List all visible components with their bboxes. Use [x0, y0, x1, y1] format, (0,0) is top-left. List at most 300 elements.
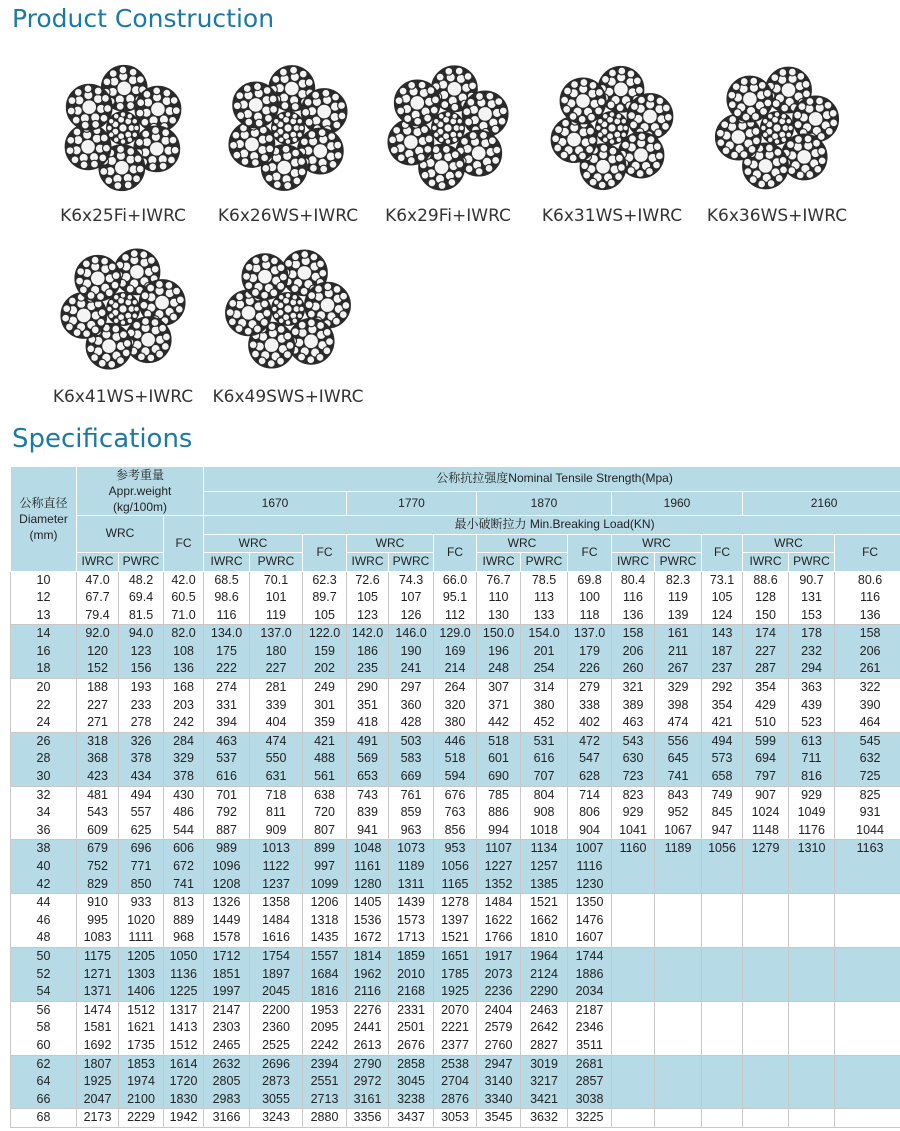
- value-cell: 464: [835, 714, 900, 732]
- value-cell: [789, 894, 835, 912]
- value-cell: 2696: [250, 1055, 303, 1073]
- value-cell: 187: [702, 643, 743, 661]
- diameter-cell: 40: [11, 858, 77, 876]
- value-cell: [655, 1001, 702, 1019]
- value-cell: 718: [250, 786, 303, 804]
- value-cell: 232: [789, 643, 835, 661]
- value-cell: 1557: [303, 947, 347, 965]
- value-cell: 128: [743, 589, 789, 607]
- diameter-cell: 14: [11, 625, 77, 643]
- value-cell: 2632: [204, 1055, 250, 1073]
- diameter-cell: 24: [11, 714, 77, 732]
- value-cell: 845: [702, 804, 743, 822]
- value-cell: 1439: [389, 894, 434, 912]
- value-cell: 242: [164, 714, 204, 732]
- value-cell: 616: [204, 768, 250, 786]
- value-cell: 123: [119, 643, 164, 661]
- value-cell: 2713: [303, 1091, 347, 1109]
- value-cell: 47.0: [77, 571, 119, 589]
- value-cell: 2116: [347, 983, 389, 1001]
- table-row: [11, 643, 900, 661]
- value-cell: 136: [612, 607, 655, 625]
- value-cell: 290: [347, 679, 389, 697]
- diameter-cell: 30: [11, 768, 77, 786]
- value-cell: 2377: [434, 1037, 477, 1055]
- value-cell: 3437: [389, 1109, 434, 1128]
- value-cell: 1830: [164, 1091, 204, 1109]
- value-cell: 2070: [434, 1001, 477, 1019]
- value-cell: [612, 966, 655, 984]
- value-cell: 113: [521, 589, 568, 607]
- table-row: [11, 804, 900, 822]
- value-cell: [835, 858, 900, 876]
- value-cell: 749: [702, 786, 743, 804]
- value-cell: 544: [164, 822, 204, 840]
- value-cell: 1744: [568, 947, 612, 965]
- diameter-cell: 64: [11, 1073, 77, 1091]
- value-cell: 1271: [77, 966, 119, 984]
- value-cell: [743, 858, 789, 876]
- value-cell: 154.0: [521, 625, 568, 643]
- value-cell: 1056: [434, 858, 477, 876]
- construction-label: K6x36WS+IWRC: [706, 206, 848, 226]
- value-cell: 42.0: [164, 571, 204, 589]
- value-cell: 70.1: [250, 571, 303, 589]
- wire-rope-cross-section-icon: [59, 64, 187, 192]
- value-cell: 899: [303, 840, 347, 858]
- value-cell: 2073: [477, 966, 521, 984]
- value-cell: 2465: [204, 1037, 250, 1055]
- value-cell: 363: [789, 679, 835, 697]
- construction-item: [692, 64, 862, 226]
- value-cell: 628: [568, 768, 612, 786]
- construction-label: K6x26WS+IWRC: [217, 206, 359, 226]
- value-cell: [612, 1019, 655, 1037]
- value-cell: 825: [835, 786, 900, 804]
- value-cell: 1067: [655, 822, 702, 840]
- value-cell: [743, 1091, 789, 1109]
- value-cell: 188: [77, 679, 119, 697]
- value-cell: 2551: [303, 1073, 347, 1091]
- value-cell: 307: [477, 679, 521, 697]
- value-cell: 494: [702, 732, 743, 750]
- value-cell: [655, 912, 702, 930]
- table-row: [11, 697, 900, 715]
- value-cell: 359: [303, 714, 347, 732]
- value-cell: 241: [389, 660, 434, 678]
- value-cell: 486: [164, 804, 204, 822]
- value-cell: 543: [77, 804, 119, 822]
- value-cell: 261: [835, 660, 900, 678]
- value-cell: 100: [568, 589, 612, 607]
- value-cell: 1024: [743, 804, 789, 822]
- value-cell: 887: [204, 822, 250, 840]
- table-row: [11, 1109, 900, 1128]
- value-cell: 941: [347, 822, 389, 840]
- value-cell: 968: [164, 929, 204, 947]
- construction-label: K6x25Fi+IWRC: [60, 206, 186, 226]
- value-cell: [743, 966, 789, 984]
- value-cell: 1621: [119, 1019, 164, 1037]
- diameter-cell: 62: [11, 1055, 77, 1073]
- value-cell: 1521: [434, 929, 477, 947]
- table-row: [11, 929, 900, 947]
- diameter-cell: 46: [11, 912, 77, 930]
- value-cell: 264: [434, 679, 477, 697]
- value-cell: 279: [568, 679, 612, 697]
- value-cell: 632: [835, 750, 900, 768]
- value-cell: 997: [303, 858, 347, 876]
- value-cell: [612, 1109, 655, 1128]
- value-cell: 658: [702, 768, 743, 786]
- value-cell: 158: [612, 625, 655, 643]
- value-cell: 2501: [389, 1019, 434, 1037]
- pwrc-header: PWRC: [389, 553, 434, 572]
- value-cell: 1310: [789, 840, 835, 858]
- value-cell: 193: [119, 679, 164, 697]
- value-cell: 931: [835, 804, 900, 822]
- diameter-cell: 56: [11, 1001, 77, 1019]
- value-cell: 545: [835, 732, 900, 750]
- value-cell: 1352: [477, 876, 521, 894]
- value-cell: 889: [164, 912, 204, 930]
- value-cell: 3340: [477, 1091, 521, 1109]
- value-cell: [655, 1055, 702, 1073]
- value-cell: 390: [835, 697, 900, 715]
- diameter-cell: 44: [11, 894, 77, 912]
- weight-fc-header: FC: [164, 516, 204, 572]
- value-cell: 995: [77, 912, 119, 930]
- tensile-strength-header: 公称抗拉强度Nominal Tensile Strength(Mpa): [204, 467, 900, 492]
- value-cell: [835, 1073, 900, 1091]
- value-cell: 463: [204, 732, 250, 750]
- value-cell: [835, 1037, 900, 1055]
- wire-rope-cross-section-icon: [384, 64, 512, 192]
- value-cell: 429: [743, 697, 789, 715]
- value-cell: 301: [303, 697, 347, 715]
- value-cell: 82.0: [164, 625, 204, 643]
- diameter-cell: 32: [11, 786, 77, 804]
- construction-label: K6x29Fi+IWRC: [385, 206, 511, 226]
- value-cell: 472: [568, 732, 612, 750]
- value-cell: 1476: [568, 912, 612, 930]
- iwrc-header: IWRC: [612, 553, 655, 572]
- value-cell: [612, 876, 655, 894]
- value-cell: 62.3: [303, 571, 347, 589]
- value-cell: 118: [568, 607, 612, 625]
- value-cell: 152: [77, 660, 119, 678]
- diameter-cell: 60: [11, 1037, 77, 1055]
- value-cell: 792: [204, 804, 250, 822]
- value-cell: 95.1: [434, 589, 477, 607]
- value-cell: [789, 912, 835, 930]
- value-cell: 1083: [77, 929, 119, 947]
- value-cell: 1385: [521, 876, 568, 894]
- weight-cn-label: 参考重量: [116, 468, 165, 482]
- value-cell: 110: [477, 589, 521, 607]
- value-cell: 543: [612, 732, 655, 750]
- value-cell: 1278: [434, 894, 477, 912]
- value-cell: 599: [743, 732, 789, 750]
- value-cell: 1205: [119, 947, 164, 965]
- value-cell: 79.4: [77, 607, 119, 625]
- value-cell: 158: [835, 625, 900, 643]
- value-cell: 1050: [164, 947, 204, 965]
- table-row: [11, 750, 900, 768]
- value-cell: [702, 858, 743, 876]
- value-cell: 3632: [521, 1109, 568, 1128]
- value-cell: 1056: [702, 840, 743, 858]
- value-cell: 797: [743, 768, 789, 786]
- value-cell: 235: [347, 660, 389, 678]
- wrc-header: WRC: [477, 534, 568, 553]
- value-cell: 1227: [477, 858, 521, 876]
- grade-1670-header: 1670: [204, 491, 347, 516]
- value-cell: 98.6: [204, 589, 250, 607]
- value-cell: 3243: [250, 1109, 303, 1128]
- value-cell: 67.7: [77, 589, 119, 607]
- value-cell: 314: [521, 679, 568, 697]
- value-cell: 206: [612, 643, 655, 661]
- value-cell: [835, 1001, 900, 1019]
- value-cell: 679: [77, 840, 119, 858]
- value-cell: 284: [164, 732, 204, 750]
- value-cell: [655, 1073, 702, 1091]
- value-cell: 1122: [250, 858, 303, 876]
- value-cell: 761: [389, 786, 434, 804]
- value-cell: 933: [119, 894, 164, 912]
- value-cell: 491: [347, 732, 389, 750]
- grade-2160-header: 2160: [743, 491, 900, 516]
- value-cell: 908: [521, 804, 568, 822]
- value-cell: 557: [119, 804, 164, 822]
- value-cell: 321: [612, 679, 655, 697]
- diameter-cell: 52: [11, 966, 77, 984]
- value-cell: 137.0: [568, 625, 612, 643]
- value-cell: 389: [612, 697, 655, 715]
- value-cell: 2857: [568, 1073, 612, 1091]
- value-cell: 638: [303, 786, 347, 804]
- value-cell: 3238: [389, 1091, 434, 1109]
- value-cell: 2972: [347, 1073, 389, 1091]
- value-cell: 1614: [164, 1055, 204, 1073]
- value-cell: 90.7: [789, 571, 835, 589]
- value-cell: 74.3: [389, 571, 434, 589]
- table-row: [11, 947, 900, 965]
- diameter-cell: 58: [11, 1019, 77, 1037]
- diameter-cell: 54: [11, 983, 77, 1001]
- table-header: [11, 467, 900, 572]
- wire-rope-cross-section-icon: [59, 245, 187, 373]
- value-cell: 81.5: [119, 607, 164, 625]
- value-cell: 126: [389, 607, 434, 625]
- value-cell: 947: [702, 822, 743, 840]
- table-row: [11, 894, 900, 912]
- value-cell: 237: [702, 660, 743, 678]
- value-cell: 338: [568, 697, 612, 715]
- value-cell: 630: [612, 750, 655, 768]
- value-cell: 2394: [303, 1055, 347, 1073]
- value-cell: 150: [743, 607, 789, 625]
- value-cell: 1925: [77, 1073, 119, 1091]
- table-row: [11, 966, 900, 984]
- diameter-cell: 68: [11, 1109, 77, 1128]
- value-cell: 3038: [568, 1091, 612, 1109]
- value-cell: 260: [612, 660, 655, 678]
- value-cell: 676: [434, 786, 477, 804]
- value-cell: [835, 912, 900, 930]
- value-cell: [702, 983, 743, 1001]
- diameter-cell: 10: [11, 571, 77, 589]
- diameter-cell: 16: [11, 643, 77, 661]
- value-cell: 488: [303, 750, 347, 768]
- value-cell: [655, 894, 702, 912]
- value-cell: [835, 1109, 900, 1128]
- value-cell: 201: [521, 643, 568, 661]
- value-cell: [835, 1019, 900, 1037]
- value-cell: 227: [250, 660, 303, 678]
- value-cell: 1096: [204, 858, 250, 876]
- value-cell: 378: [164, 768, 204, 786]
- construction-label: K6x49SWS+IWRC: [212, 387, 364, 407]
- value-cell: [702, 1037, 743, 1055]
- value-cell: 1484: [477, 894, 521, 912]
- value-cell: 339: [250, 697, 303, 715]
- value-cell: [835, 983, 900, 1001]
- value-cell: 326: [119, 732, 164, 750]
- value-cell: [789, 876, 835, 894]
- value-cell: 1810: [521, 929, 568, 947]
- value-cell: 2704: [434, 1073, 477, 1091]
- value-cell: 1512: [119, 1001, 164, 1019]
- value-cell: 785: [477, 786, 521, 804]
- value-cell: 66.0: [434, 571, 477, 589]
- value-cell: [655, 1019, 702, 1037]
- value-cell: [743, 929, 789, 947]
- value-cell: 156: [119, 660, 164, 678]
- value-cell: 1044: [835, 822, 900, 840]
- value-cell: [835, 1091, 900, 1109]
- value-cell: [789, 1055, 835, 1073]
- value-cell: 763: [434, 804, 477, 822]
- value-cell: 1230: [568, 876, 612, 894]
- value-cell: 174: [743, 625, 789, 643]
- value-cell: 653: [347, 768, 389, 786]
- value-cell: 196: [477, 643, 521, 661]
- value-cell: [702, 1001, 743, 1019]
- value-cell: 1041: [612, 822, 655, 840]
- value-cell: 823: [612, 786, 655, 804]
- value-cell: 3356: [347, 1109, 389, 1128]
- value-cell: 105: [347, 589, 389, 607]
- value-cell: 1578: [204, 929, 250, 947]
- diameter-cell: 34: [11, 804, 77, 822]
- value-cell: 322: [835, 679, 900, 697]
- value-cell: 2331: [389, 1001, 434, 1019]
- value-cell: 1413: [164, 1019, 204, 1037]
- value-cell: 287: [743, 660, 789, 678]
- value-cell: 1176: [789, 822, 835, 840]
- value-cell: [702, 1019, 743, 1037]
- value-cell: 1607: [568, 929, 612, 947]
- value-cell: 1136: [164, 966, 204, 984]
- value-cell: 952: [655, 804, 702, 822]
- weight-iwrc-header: IWRC: [77, 553, 119, 572]
- value-cell: 829: [77, 876, 119, 894]
- value-cell: 807: [303, 822, 347, 840]
- value-cell: 2441: [347, 1019, 389, 1037]
- value-cell: [612, 1073, 655, 1091]
- value-cell: 129.0: [434, 625, 477, 643]
- value-cell: 2463: [521, 1001, 568, 1019]
- table-row: [11, 876, 900, 894]
- fc-header: FC: [434, 534, 477, 571]
- value-cell: [835, 966, 900, 984]
- value-cell: 329: [164, 750, 204, 768]
- value-cell: 3019: [521, 1055, 568, 1073]
- construction-label: K6x41WS+IWRC: [52, 387, 194, 407]
- value-cell: 202: [303, 660, 347, 678]
- value-cell: 601: [477, 750, 521, 768]
- value-cell: 929: [789, 786, 835, 804]
- value-cell: 1720: [164, 1073, 204, 1091]
- construction-label: K6x31WS+IWRC: [541, 206, 683, 226]
- value-cell: 360: [389, 697, 434, 715]
- value-cell: 1371: [77, 983, 119, 1001]
- value-cell: [743, 876, 789, 894]
- fc-header: FC: [702, 534, 743, 571]
- value-cell: [702, 929, 743, 947]
- value-cell: 294: [789, 660, 835, 678]
- value-cell: 1160: [612, 840, 655, 858]
- value-cell: 1163: [835, 840, 900, 858]
- value-cell: 2095: [303, 1019, 347, 1037]
- value-cell: 206: [835, 643, 900, 661]
- value-cell: 1073: [389, 840, 434, 858]
- value-cell: [789, 1091, 835, 1109]
- wrc-header: WRC: [612, 534, 702, 553]
- value-cell: 1807: [77, 1055, 119, 1073]
- value-cell: 1358: [250, 894, 303, 912]
- value-cell: 124: [702, 607, 743, 625]
- value-cell: 625: [119, 822, 164, 840]
- value-cell: [835, 876, 900, 894]
- value-cell: 80.6: [835, 571, 900, 589]
- grade-1960-header: 1960: [612, 491, 743, 516]
- diameter-cell: 12: [11, 589, 77, 607]
- value-cell: 1049: [789, 804, 835, 822]
- wire-rope-cross-section-icon: [548, 64, 676, 192]
- value-cell: 297: [389, 679, 434, 697]
- value-cell: 1257: [521, 858, 568, 876]
- value-cell: [655, 929, 702, 947]
- value-cell: 1405: [347, 894, 389, 912]
- value-cell: 907: [743, 786, 789, 804]
- value-cell: 108: [164, 643, 204, 661]
- value-cell: 1814: [347, 947, 389, 965]
- table-row: [11, 840, 900, 858]
- value-cell: 3511: [568, 1037, 612, 1055]
- value-cell: 161: [655, 625, 702, 643]
- value-cell: 1713: [389, 929, 434, 947]
- value-cell: 1018: [521, 822, 568, 840]
- value-cell: 139: [655, 607, 702, 625]
- value-cell: 2404: [477, 1001, 521, 1019]
- value-cell: 169: [434, 643, 477, 661]
- value-cell: [655, 966, 702, 984]
- value-cell: 78.5: [521, 571, 568, 589]
- value-cell: 1521: [521, 894, 568, 912]
